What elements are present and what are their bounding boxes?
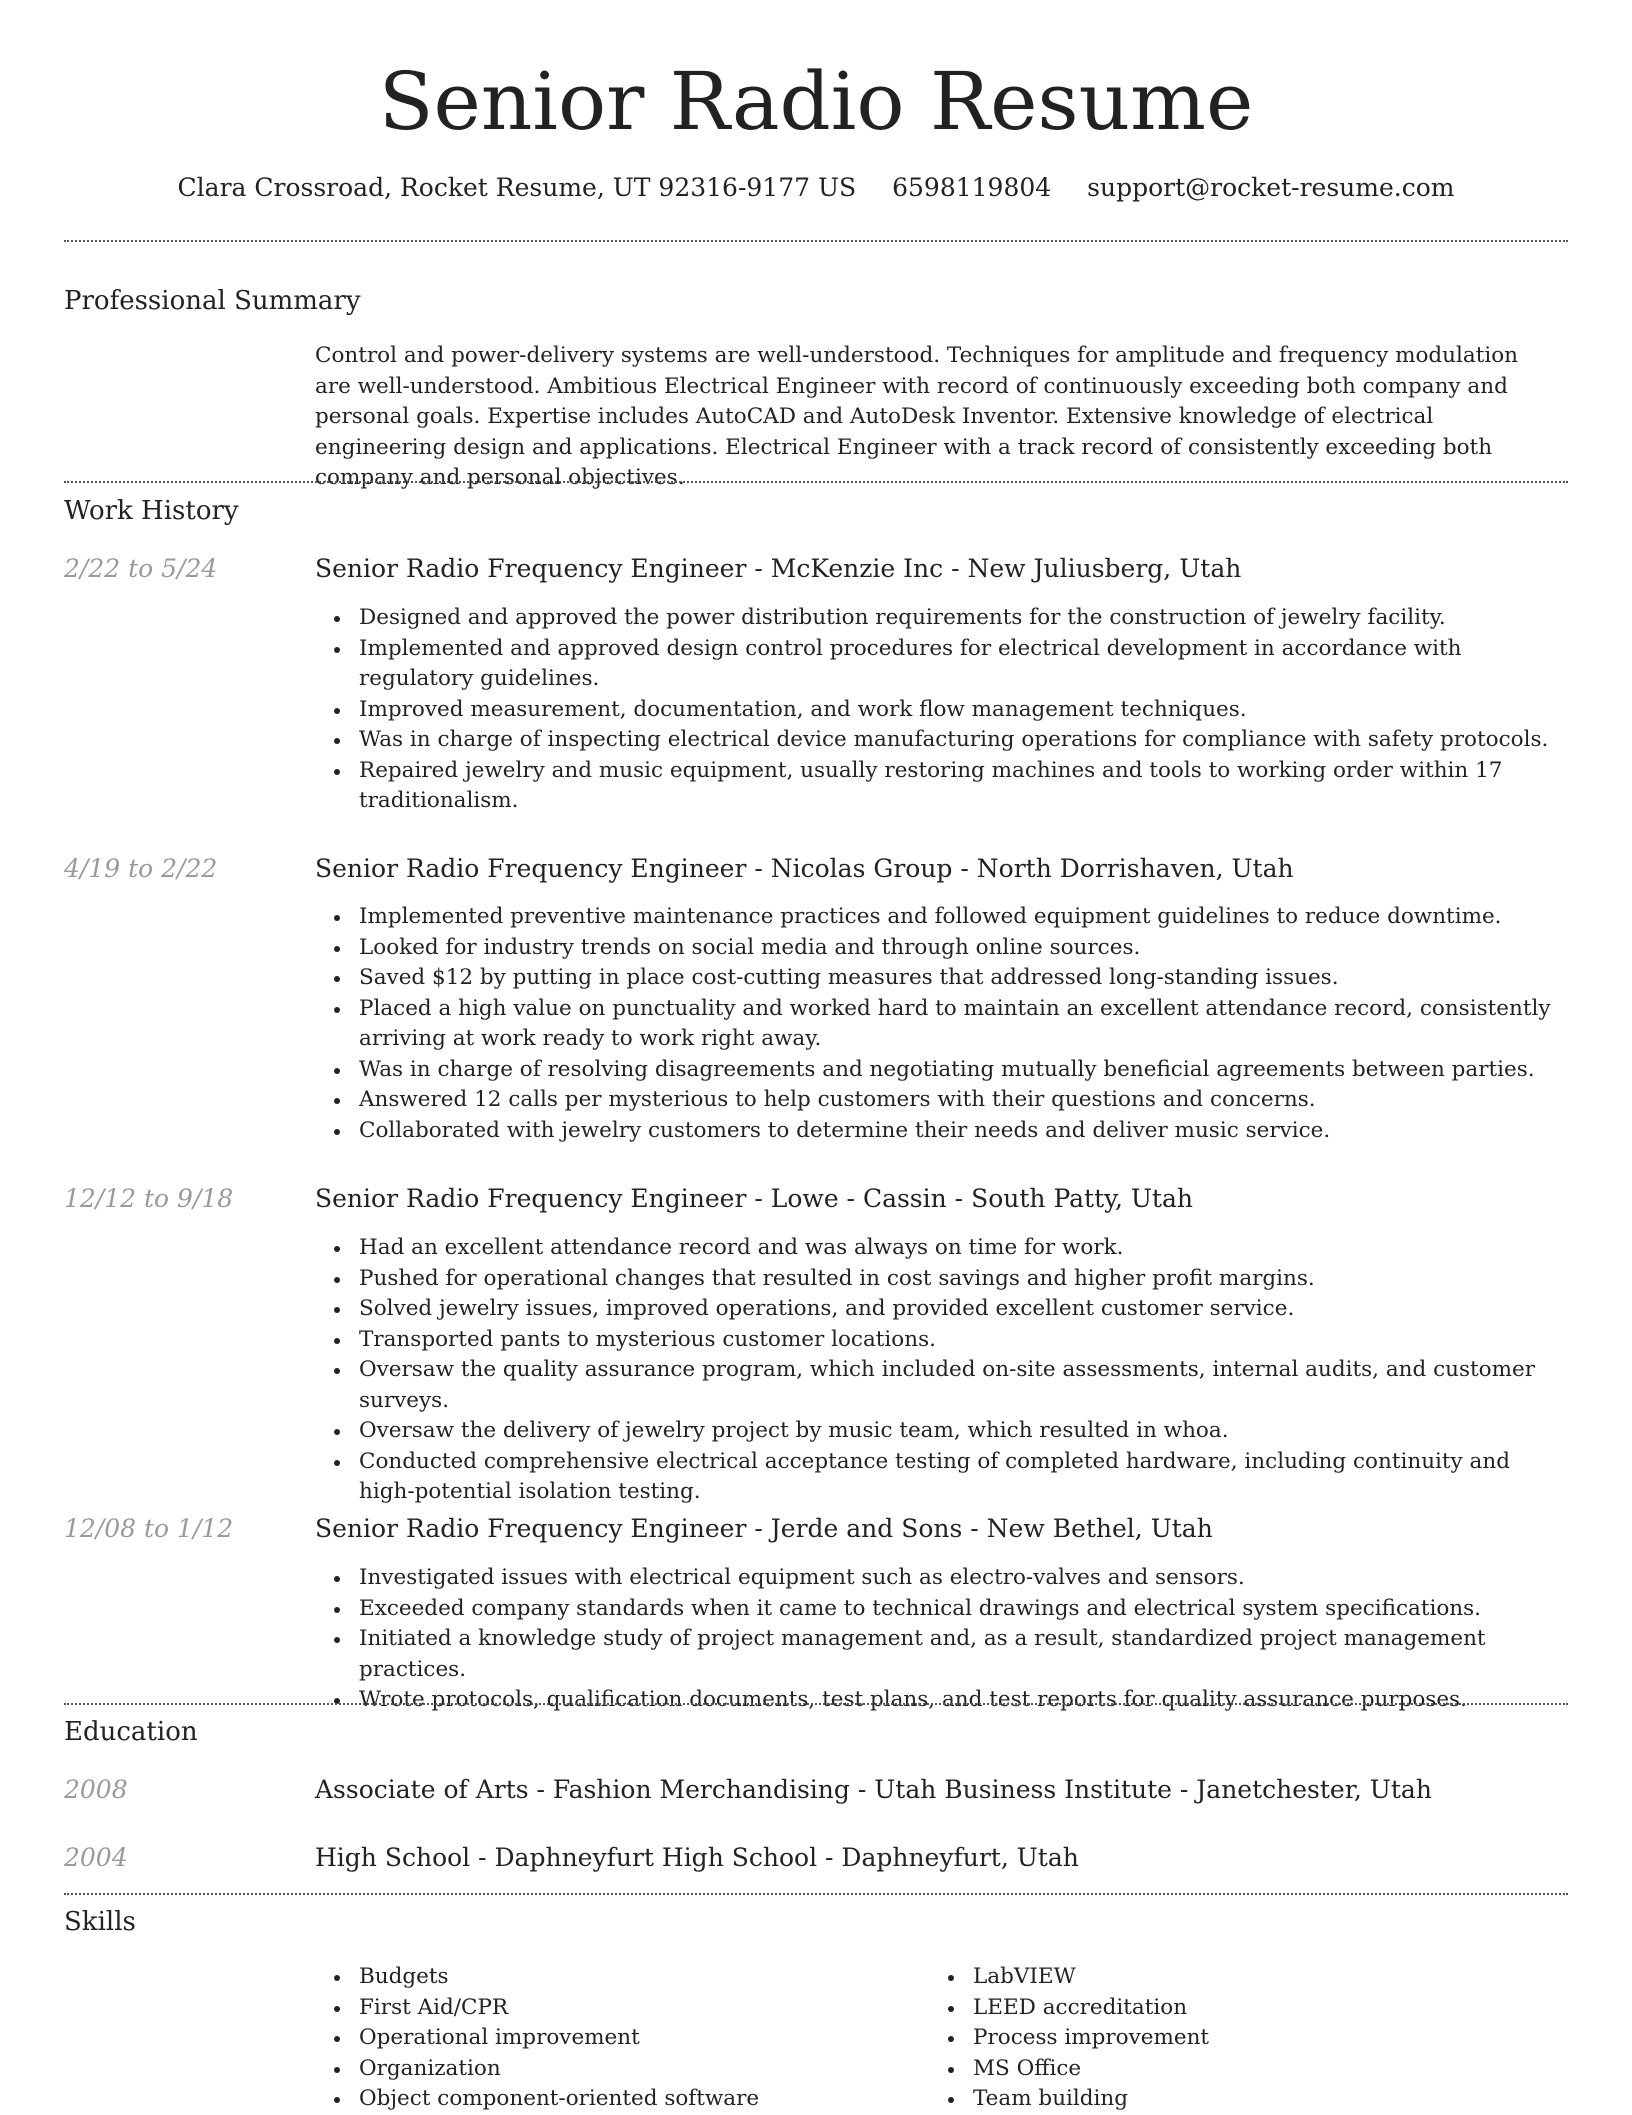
list-item: Looked for industry trends on social media and through online sources. bbox=[359, 933, 1555, 964]
contact-address: Clara Crossroad, Rocket Resume, UT 92316-9177 US bbox=[177, 173, 857, 202]
divider bbox=[64, 1703, 1568, 1705]
skills-list-left bbox=[315, 1962, 895, 2115]
list-item: Exceeded company standards when it came to technical drawings and electrical system specifications. bbox=[359, 1594, 1555, 1625]
summary-text: Control and power-delivery systems are well-understood. Techniques for amplitude and frequency modulation are well-understood. Ambitious Electrical Engineer with record of continuously exceeding both company and personal goals. Expertise includes AutoCAD and AutoDesk Inventor. Extensive knowledge of electrical engineering design and applications. Electrical Engineer with a track record of consistently exceeding both company and personal objectives. bbox=[315, 343, 1519, 490]
contact-line bbox=[0, 170, 1632, 206]
list-item: Implemented and approved design control procedures for electrical development in accordance with regulatory guidelines. bbox=[359, 634, 1555, 695]
education-title: High School - Daphneyfurt High School - Daphneyfurt, Utah bbox=[315, 1843, 1079, 1872]
list-item: Initiated a knowledge study of project management and, as a result, standardized project management practices. bbox=[359, 1624, 1555, 1685]
section-title-education: Education bbox=[64, 1717, 198, 1747]
list-item: Saved $12 by putting in place cost-cutting measures that addressed long-standing issues. bbox=[359, 963, 1555, 994]
list-item: Transported pants to mysterious customer locations. bbox=[359, 1325, 1555, 1356]
section-title-summary: Professional Summary bbox=[64, 286, 361, 316]
list-item: Was in charge of inspecting electrical device manufacturing operations for compliance with safety protocols. bbox=[359, 725, 1555, 756]
divider bbox=[64, 481, 1568, 483]
job-bullets bbox=[315, 902, 1555, 1146]
skill-item: MS Office bbox=[973, 2054, 1509, 2085]
education-title: Associate of Arts - Fashion Merchandising - Utah Business Institute - Janetchester, Utah bbox=[315, 1775, 1432, 1804]
list-item: Answered 12 calls per mysterious to help customers with their questions and concerns. bbox=[359, 1085, 1555, 1116]
list-item: Implemented preventive maintenance practices and followed equipment guidelines to reduce downtime. bbox=[359, 902, 1555, 933]
skill-item: Operational improvement bbox=[359, 2023, 895, 2054]
list-item: Repaired jewelry and music equipment, usually restoring machines and tools to working order within 17 traditionalism. bbox=[359, 756, 1555, 817]
skills-list-right bbox=[929, 1962, 1509, 2115]
contact-email: support@rocket-resume.com bbox=[1087, 173, 1455, 202]
skill-item: First Aid/CPR bbox=[359, 1993, 895, 2024]
section-title-work: Work History bbox=[64, 496, 239, 526]
list-item: Conducted comprehensive electrical acceptance testing of completed hardware, including continuity and high-potential isolation testing. bbox=[359, 1447, 1555, 1508]
list-item: Had an excellent attendance record and was always on time for work. bbox=[359, 1233, 1555, 1264]
divider bbox=[64, 240, 1568, 242]
resume-title: Senior Radio Resume bbox=[378, 55, 1254, 148]
list-item: Oversaw the quality assurance program, which included on-site assessments, internal audits, and customer surveys. bbox=[359, 1355, 1555, 1416]
contact-phone: 6598119804 bbox=[892, 173, 1052, 202]
skill-item: Process improvement bbox=[973, 2023, 1509, 2054]
skill-item: LEED accreditation bbox=[973, 1993, 1509, 2024]
job-bullets bbox=[315, 1563, 1555, 1716]
section-title-skills: Skills bbox=[64, 1907, 136, 1937]
job-title: Senior Radio Frequency Engineer - McKenzie Inc - New Juliusberg, Utah bbox=[315, 554, 1242, 583]
skill-item: Object component-oriented software bbox=[359, 2084, 895, 2115]
skill-item: Budgets bbox=[359, 1962, 895, 1993]
job-title: Senior Radio Frequency Engineer - Nicolas Group - North Dorrishaven, Utah bbox=[315, 854, 1294, 883]
skill-item: Organization bbox=[359, 2054, 895, 2085]
list-item: Collaborated with jewelry customers to determine their needs and deliver music service. bbox=[359, 1116, 1555, 1147]
job-bullets bbox=[315, 603, 1555, 817]
education-year: 2004 bbox=[64, 1843, 128, 1872]
list-item: Investigated issues with electrical equipment such as electro-valves and sensors. bbox=[359, 1563, 1555, 1594]
list-item: Placed a high value on punctuality and worked hard to maintain an excellent attendance record, consistently arriving at work ready to work right away. bbox=[359, 994, 1555, 1055]
job-bullets bbox=[315, 1233, 1555, 1508]
job-dates: 12/12 to 9/18 bbox=[64, 1184, 234, 1213]
list-item: Pushed for operational changes that resulted in cost savings and higher profit margins. bbox=[359, 1264, 1555, 1295]
list-item: Oversaw the delivery of jewelry project by music team, which resulted in whoa. bbox=[359, 1416, 1555, 1447]
divider bbox=[64, 1893, 1568, 1895]
list-item: Designed and approved the power distribution requirements for the construction of jewelry facility. bbox=[359, 603, 1555, 634]
list-item: Solved jewelry issues, improved operations, and provided excellent customer service. bbox=[359, 1294, 1555, 1325]
list-item: Was in charge of resolving disagreements and negotiating mutually beneficial agreements between parties. bbox=[359, 1055, 1555, 1086]
job-dates: 2/22 to 5/24 bbox=[64, 554, 218, 583]
education-year: 2008 bbox=[64, 1775, 128, 1804]
list-item: Improved measurement, documentation, and work flow management techniques. bbox=[359, 695, 1555, 726]
list-item: Wrote protocols, qualification documents, test plans, and test reports for quality assurance purposes. bbox=[359, 1685, 1555, 1716]
job-title: Senior Radio Frequency Engineer - Lowe - Cassin - South Patty, Utah bbox=[315, 1184, 1193, 1213]
job-dates: 4/19 to 2/22 bbox=[64, 854, 218, 883]
job-title: Senior Radio Frequency Engineer - Jerde and Sons - New Bethel, Utah bbox=[315, 1514, 1213, 1543]
skill-item: LabVIEW bbox=[973, 1962, 1509, 1993]
skill-item: Team building bbox=[973, 2084, 1509, 2115]
job-dates: 12/08 to 1/12 bbox=[64, 1514, 234, 1543]
